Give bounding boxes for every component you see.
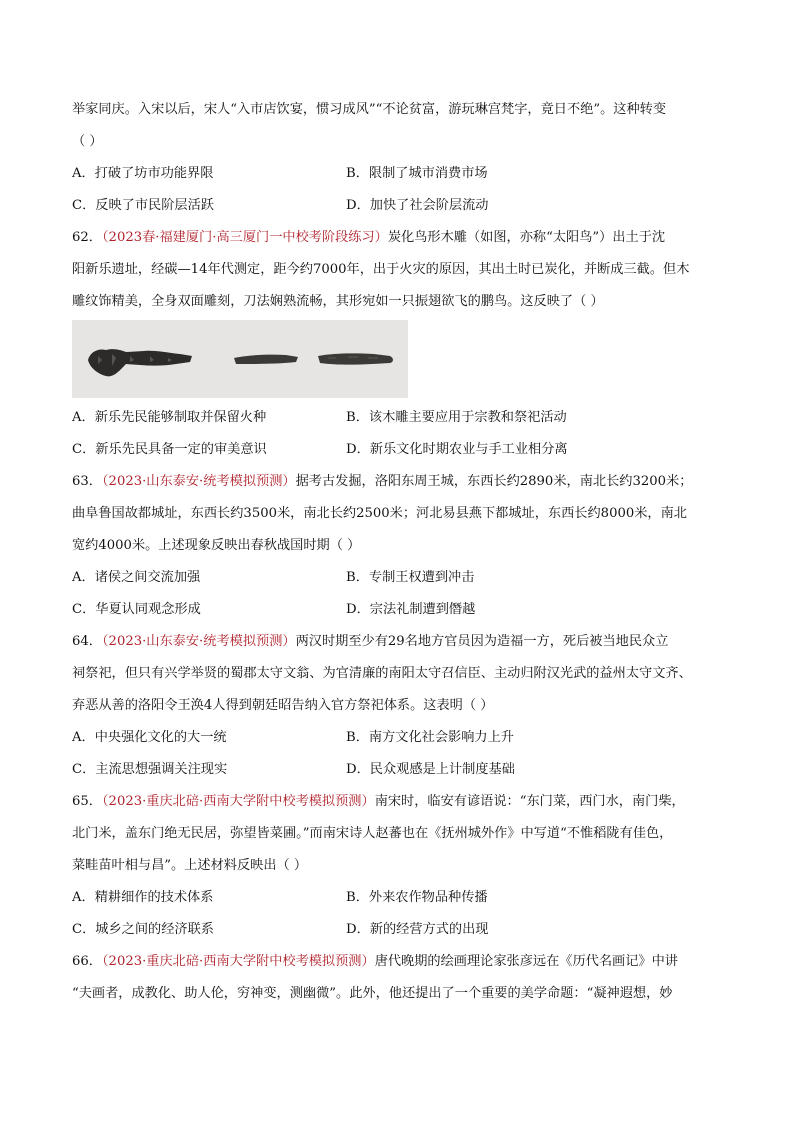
q62-stem-line1 [72,228,665,248]
q64-option-b[interactable]: B．南方文化社会影响力上升 [346,730,514,745]
q64-option-d[interactable]: D．民众观感是上计制度基础 [346,762,515,777]
q65-option-d[interactable]: D．新的经营方式的出现 [346,922,489,937]
q62-stem-line2: 阳新乐遗址，经碳—14年代测定，距今约7000年，出于火灾的原因，其出土时已炭化，并断成三截。但木 [72,262,690,277]
q61-option-c[interactable]: C．反映了市民阶层活跃 [72,198,214,213]
q61-stem-line1: 举家同庆。入宋以后，宋人“入市店饮宴，惯习成风”“不论贫富，游玩琳宫梵字，竟日不绝”。这种转变 [72,102,667,117]
q65-option-c[interactable]: C．城乡之间的经济联系 [72,922,214,937]
q62-text-1: 炭化鸟形木雕（如图，亦称“太阳鸟”）出土于沈 [387,230,666,245]
q62-option-c[interactable]: C．新乐先民具备一定的审美意识 [72,442,267,457]
q61-option-b[interactable]: B．限制了城市消费市场 [346,166,488,181]
q63-source: （2023·山东泰安·统考模拟预测） [101,474,296,489]
q63-option-b[interactable]: B．专制王权遭到冲击 [346,570,475,585]
q62-source: （2023春·福建厦门·高三厦门一中校考阶段练习） [101,230,388,245]
q63-stem-line1 [72,472,692,492]
q65-stem-line1 [72,792,685,812]
q64-stem-line3: 弃恶从善的洛阳令王涣4人得到朝廷昭告纳入官方祭祀体系。这表明（ ） [72,698,494,713]
q66-number: 66． [72,954,102,969]
q62-option-b[interactable]: B．该木雕主要应用于宗教和祭祀活动 [346,410,567,425]
q61-option-a[interactable]: A．打破了坊市功能界限 [72,166,214,181]
wood-carving-image [72,320,408,398]
q65-number: 65． [72,794,102,809]
q65-stem-line2: 北门米，盖东门绝无民居，弥望皆菜圃。”而南宋诗人赵蕃也在《抚州城外作》中写道“不惟稻陇有佳色， [72,826,673,841]
q63-text-1: 据考古发掘，洛阳东周王城，东西长约2890米，南北长约3200米； [295,474,693,489]
q61-option-d[interactable]: D．加快了社会阶层流动 [346,198,489,213]
q62-option-a[interactable]: A．新乐先民能够制取并保留火种 [72,410,267,425]
q65-source: （2023·重庆北碚·西南大学附中校考模拟预测） [101,794,375,809]
carved-bird-figure [72,320,408,398]
q63-option-c[interactable]: C．华夏认同观念形成 [72,602,201,617]
q64-stem-line2: 祠祭祀，但只有兴学举贤的蜀郡太守文翁、为官清廉的南阳太守召信臣、主动归附汉光武的益州太守文齐、 [72,666,692,681]
q66-text-1: 唐代晚期的绘画理论家张彦远在《历代名画记》中讲 [374,954,678,969]
q61-stem-line2: （ ） [72,134,103,149]
q66-stem-line1 [72,952,678,972]
q63-stem-line3: 宽约4000米。上述现象反映出春秋战国时期（ ） [72,538,361,553]
q63-number: 63． [72,474,102,489]
q62-stem-line3: 雕纹饰精美，全身双面雕刻，刀法娴熟流畅，其形宛如一只振翅欲飞的鹏鸟。这反映了（ ） [72,294,604,309]
q65-option-b[interactable]: B．外来农作物品种传播 [346,890,488,905]
q63-option-a[interactable]: A．诸侯之间交流加强 [72,570,201,585]
q65-stem-line3: 菜畦苗叶相与昌”。上述材料反映出（ ） [72,858,308,873]
q63-option-d[interactable]: D．宗法礼制遭到僭越 [346,602,476,617]
q65-text-1: 南宋时，临安有谚语说：“东门菜，西门水，南门柴， [374,794,685,809]
q66-source: （2023·重庆北碚·西南大学附中校考模拟预测） [101,954,375,969]
q64-option-a[interactable]: A．中央强化文化的大一统 [72,730,227,745]
q64-text-1: 两汉时期至少有29名地方官员因为造福一方，死后被当地民众立 [295,634,669,649]
q64-source: （2023·山东泰安·统考模拟预测） [101,634,296,649]
q64-option-c[interactable]: C．主流思想强调关注现实 [72,762,228,777]
q62-option-d[interactable]: D．新乐文化时期农业与手工业相分离 [346,442,568,457]
q62-number: 62． [72,230,102,245]
q65-option-a[interactable]: A．精耕细作的技术体系 [72,890,214,905]
q64-number: 64． [72,634,102,649]
q64-stem-line1 [72,632,668,652]
q66-stem-line2: “夫画者，成教化、助人伦，穷神变，测幽微”。此外，他还提出了一个重要的美学命题：“凝神遐想，妙 [72,986,673,1001]
q63-stem-line2: 曲阜鲁国故都城址，东西长约3500米，南北长约2500米；河北易县燕下都城址，东西长约8000米，南北 [72,506,687,521]
